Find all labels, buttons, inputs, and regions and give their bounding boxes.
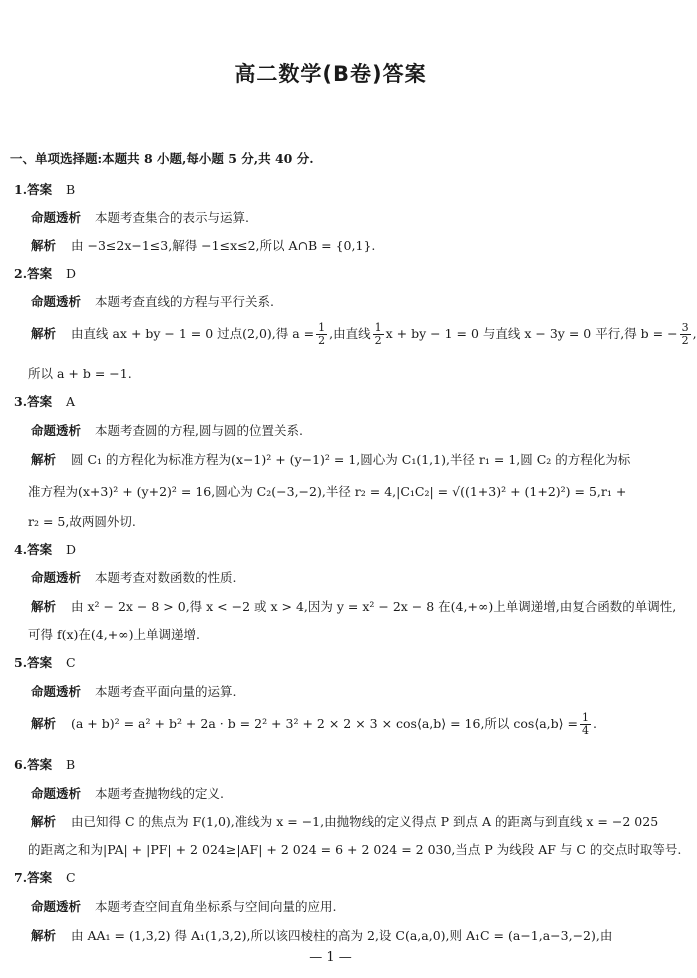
question-3-header: 3.答案 A (14, 394, 76, 409)
question-5-header: 5.答案 C (14, 655, 76, 670)
answer-value: C (66, 655, 76, 670)
question-2-solution: 解析 由直线 ax + by − 1 = 0 过点(2,0),得 a = $\frac{1}{2}$ ,由直线 $\frac{1}{2}$ x + by − 1 = 0 与直线 x − 3y = 0 平行,得 b = − $\frac{3}{2}$ , (31, 321, 697, 348)
answer-value: B (66, 757, 76, 772)
question-3-solution: 解析 圆 C₁ 的方程化为标准方程为(x−1)² + (y−1)² = 1,圆心为 C₁(1,1),半径 r₁ = 1,圆 C₂ 的方程化为标 (31, 452, 631, 467)
question-4-solution-cont: 可得 f(x)在(4,+∞)上单调递增. (28, 627, 200, 642)
question-1-analysis: 命题透析 本题考查集合的表示与运算. (31, 210, 249, 225)
question-3-solution-cont: r₂ = 5,故两圆外切. (28, 514, 136, 529)
question-2-solution-cont: 所以 a + b = −1. (28, 366, 132, 381)
question-1-solution: 解析 由 −3≤2x−1≤3,解得 −1≤x≤2,所以 A∩B = {0,1}. (31, 238, 376, 253)
page-number: — 1 — (309, 950, 352, 965)
question-2-header: 2.答案 D (14, 266, 77, 281)
question-6-solution: 解析 由已知得 C 的焦点为 F(1,0),准线为 x = −1,由抛物线的定义得点 P 到点 A 的距离与到直线 x = −2 025 (31, 814, 659, 829)
question-7-header: 7.答案 C (14, 870, 76, 885)
fraction: $\frac{1}{2}$ (374, 321, 382, 348)
question-7-solution: 解析 由 AA₁ = (1,3,2) 得 A₁(1,3,2),所以该四棱柱的高为 2,设 C(a,a,0),则 A₁C = (a−1,a−3,−2),由 (31, 928, 613, 943)
question-3-solution-cont: 准方程为(x+3)² + (y+2)² = 16,圆心为 C₂(−3,−2),半径 r₂ = 4,|C₁C₂| = √((1+3)² + (1+2)²) = 5,r₁ + (28, 484, 627, 499)
answer-value: B (66, 182, 76, 197)
question-7-analysis: 命题透析 本题考查空间直角坐标系与空间向量的应用. (31, 899, 337, 914)
fraction: $\frac{3}{2}$ (681, 321, 689, 348)
question-5-solution: 解析 (a + b)² = a² + b² + 2a · b = 2² + 3² + 2 × 2 × 3 × cos⟨a,b⟩ = 16,所以 cos⟨a,b⟩ = $\frac{1}{4}$ . (31, 711, 597, 738)
question-6-analysis: 命题透析 本题考查抛物线的定义. (31, 786, 224, 801)
question-6-header: 6.答案 B (14, 757, 76, 772)
question-2-analysis: 命题透析 本题考查直线的方程与平行关系. (31, 294, 274, 309)
question-4-header: 4.答案 D (14, 542, 77, 557)
answer-value: C (66, 870, 76, 885)
question-4-analysis: 命题透析 本题考查对数函数的性质. (31, 570, 237, 585)
question-4-solution: 解析 由 x² − 2x − 8 > 0,得 x < −2 或 x > 4,因为 y = x² − 2x − 8 在(4,+∞)上单调递增,由复合函数的单调性, (31, 599, 677, 614)
question-3-analysis: 命题透析 本题考查圆的方程,圆与圆的位置关系. (31, 423, 303, 438)
answer-value: A (66, 394, 76, 409)
answer-value: D (66, 266, 77, 281)
question-1-header: 1.答案 B (14, 182, 76, 197)
question-5-analysis: 命题透析 本题考查平面向量的运算. (31, 684, 237, 699)
fraction: $\frac{1}{2}$ (318, 321, 326, 348)
section-heading: 一、单项选择题:本题共 8 小题,每小题 5 分,共 40 分. (10, 151, 314, 166)
question-6-solution-cont: 的距离之和为|PA| + |PF| + 2 024≥|AF| + 2 024 = 6 + 2 024 = 2 030,当点 P 为线段 AF 与 C 的交点时取等号. (28, 842, 682, 857)
page-title: 高二数学(B卷)答案 (234, 62, 427, 86)
fraction: $\frac{1}{4}$ (581, 711, 589, 738)
answer-value: D (66, 542, 77, 557)
